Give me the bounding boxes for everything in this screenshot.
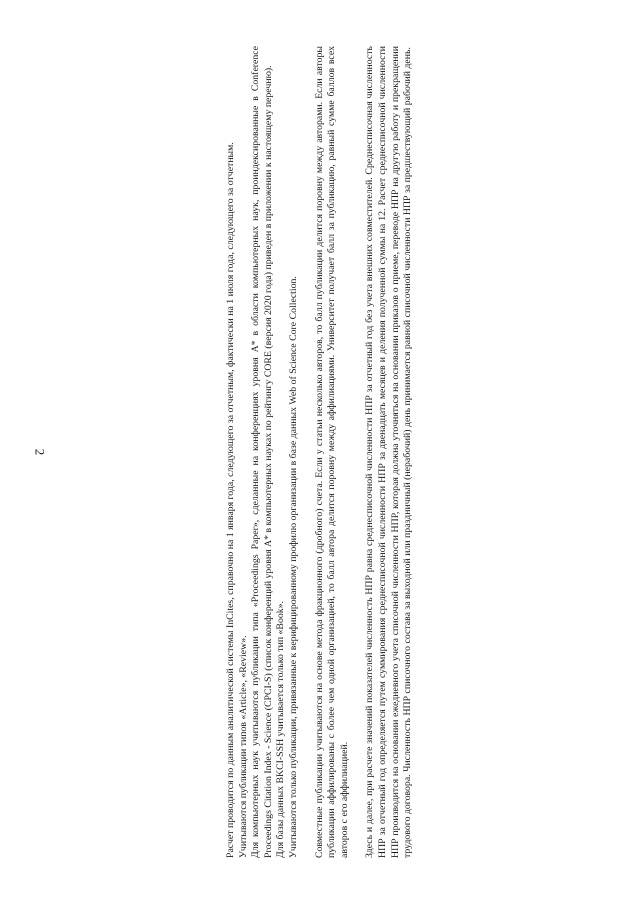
paragraph-computer-science: Для компьютерных наук учитываются публикации типа «Proceedings Paper», сделанные на конференциях уровня А* в области компьютерных наук, проиндексированные в Conference Proceedings Citation Index - Science (CPCI-S) (список конференций уровня А* в компьютерных науках по рейтингу CORE (версия 2020 года) приведен в приложении к настоящему перечню). [250, 46, 274, 858]
paragraph-publication-types: Учитываются публикации типов «Article», «Review». [237, 635, 249, 858]
paragraph-headcount: Здесь и далее, при расчете значений показателей численность НПР равна среднесписочной численности НПР за отчетный год без учета внешних совместителей. Среднесписочная численность НПР за отчетный год определяется путем суммирования среднесписочной численности НПР за двенадцать месяцев и деления полученной суммы на 12. Расчет среднесписочной численности НПР производится на основании ежедневного учета списочной численности НПР, которая должна уточняться на основании приказов о приеме, переводе НПР на другую работу и прекращении трудового договора. Численность НПР списочного состава за выходной или праздничный (нерабочий) день принимается равной списочной численности НПР за предшествующий рабочий день. [364, 46, 414, 858]
rotated-text-block [225, 46, 415, 858]
paragraph-gap [351, 46, 364, 858]
paragraph-fractional-count: Совместные публикации учитываются на основе метода фракционного (дробного) счета. Если у статьи несколько авторов, то балл публикации делится поровну между авторами. Если авторы публикации аффилированы с более чем одной организацией, то балл автора делится поровну между аффилиациями. Университет получает балл за публикацию, равный сумме баллов всех авторов с его аффилиацией. [313, 46, 350, 858]
paragraph-source: Расчет проводится по данным аналитической системы InCites, справочно на 1 января года, следующего за отчетным, фактически на 1 июля года, следующего за отчетным. [225, 142, 237, 858]
page-number: 2 [32, 448, 48, 456]
paragraph-bkci: Для базы данных BKCI-SSH учитывается только тип «Book». [275, 600, 287, 858]
paragraph-gap [301, 46, 314, 858]
paragraph-verified-profile: Учитываются только публикации, привязанные к верифицированному профилю организации в базе данных Web of Science Core Collection. [288, 276, 300, 858]
